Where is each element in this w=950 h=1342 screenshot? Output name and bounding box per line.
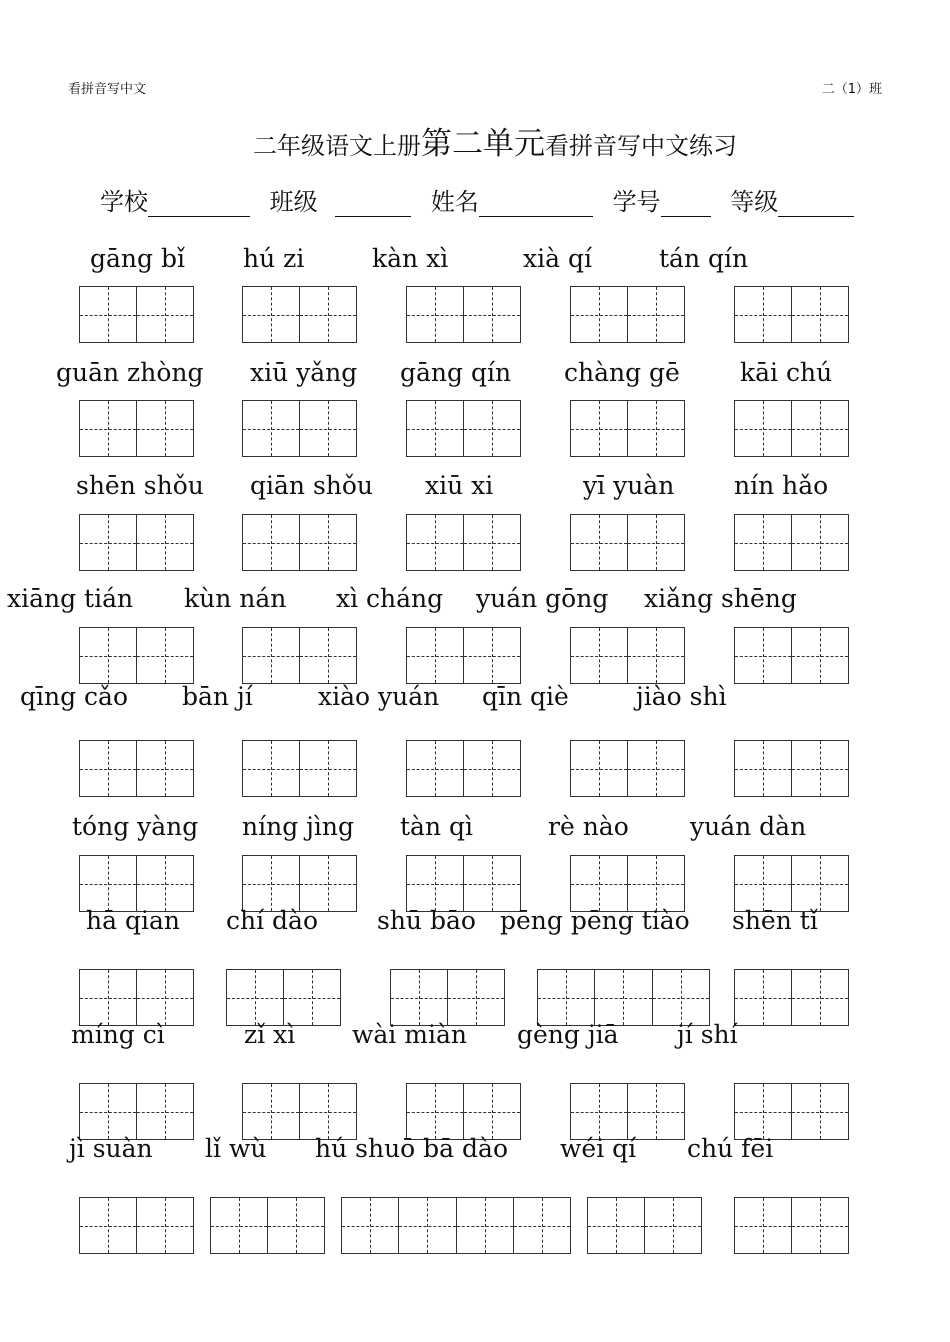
writing-grid[interactable] xyxy=(734,400,849,457)
pinyin-prompt: xiū yǎng xyxy=(250,358,358,387)
pinyin-prompt: xiǎng shēng xyxy=(644,584,797,613)
pinyin-prompt: xiāng tián xyxy=(7,584,134,613)
tianzige-cell[interactable] xyxy=(571,287,628,342)
tianzige-cell[interactable] xyxy=(243,741,300,796)
tianzige-cell[interactable] xyxy=(407,1084,464,1139)
writing-grid[interactable] xyxy=(242,400,357,457)
pinyin-prompt: yī yuàn xyxy=(583,471,675,500)
title-prefix: 二年级语文上册 xyxy=(253,132,421,160)
pinyin-prompt: xiū xi xyxy=(425,471,494,500)
tianzige-cell[interactable] xyxy=(792,628,848,683)
pinyin-prompt: zǐ xì xyxy=(244,1020,296,1049)
tianzige-cell[interactable] xyxy=(792,741,848,796)
writing-grid[interactable] xyxy=(570,286,685,343)
tianzige-cell[interactable] xyxy=(628,515,684,570)
tianzige-cell[interactable] xyxy=(464,401,520,456)
tianzige-cell[interactable] xyxy=(735,401,792,456)
tianzige-cell[interactable] xyxy=(448,970,504,1025)
writing-grid[interactable] xyxy=(79,514,194,571)
tianzige-cell[interactable] xyxy=(588,1198,645,1253)
pinyin-prompt: tóng yàng xyxy=(72,812,199,841)
student-info-line xyxy=(100,182,854,217)
tianzige-cell[interactable] xyxy=(137,856,193,911)
writing-grid[interactable] xyxy=(79,855,194,912)
tianzige-cell[interactable] xyxy=(407,287,464,342)
writing-grid[interactable] xyxy=(734,286,849,343)
tianzige-cell[interactable] xyxy=(80,741,137,796)
writing-grid[interactable] xyxy=(587,1197,702,1254)
tianzige-cell[interactable] xyxy=(628,401,684,456)
title-unit: 第二单元 xyxy=(421,126,545,162)
tianzige-cell[interactable] xyxy=(571,628,628,683)
tianzige-cell[interactable] xyxy=(80,856,137,911)
tianzige-cell[interactable] xyxy=(464,515,520,570)
tianzige-cell[interactable] xyxy=(792,1198,848,1253)
writing-grid[interactable] xyxy=(226,969,341,1026)
school-blank[interactable] xyxy=(148,188,250,217)
tianzige-cell[interactable] xyxy=(735,970,792,1025)
tianzige-cell[interactable] xyxy=(137,741,193,796)
writing-grid[interactable] xyxy=(242,1083,357,1140)
title-suffix: 看拼音写中文练习 xyxy=(545,132,737,160)
tianzige-cell[interactable] xyxy=(243,1084,300,1139)
tianzige-cell[interactable] xyxy=(80,1198,137,1253)
writing-grid[interactable] xyxy=(570,855,685,912)
pinyin-prompt: bān jí xyxy=(182,682,253,711)
tianzige-cell[interactable] xyxy=(80,401,137,456)
tianzige-cell[interactable] xyxy=(464,856,520,911)
student-number-label: 学号 xyxy=(612,188,661,216)
tianzige-cell[interactable] xyxy=(792,970,848,1025)
writing-grid[interactable] xyxy=(79,740,194,797)
writing-grid[interactable] xyxy=(537,969,710,1026)
tianzige-cell[interactable] xyxy=(407,515,464,570)
pinyin-prompt: shēn tǐ xyxy=(732,906,818,935)
tianzige-cell[interactable] xyxy=(300,741,356,796)
pinyin-prompt: qiān shǒu xyxy=(250,471,374,500)
writing-grid[interactable] xyxy=(79,400,194,457)
writing-grid[interactable] xyxy=(210,1197,325,1254)
tianzige-cell[interactable] xyxy=(735,741,792,796)
tianzige-cell[interactable] xyxy=(792,1084,848,1139)
pinyin-prompt: yuán gōng xyxy=(476,584,609,613)
tianzige-cell[interactable] xyxy=(464,741,520,796)
writing-grid[interactable] xyxy=(341,1197,571,1254)
tianzige-cell[interactable] xyxy=(407,628,464,683)
tianzige-cell[interactable] xyxy=(407,856,464,911)
tianzige-cell[interactable] xyxy=(792,401,848,456)
pinyin-prompt: xià qí xyxy=(523,244,592,273)
tianzige-cell[interactable] xyxy=(300,856,356,911)
writing-grid[interactable] xyxy=(406,855,521,912)
writing-grid[interactable] xyxy=(406,627,521,684)
tianzige-cell[interactable] xyxy=(628,628,684,683)
tianzige-cell[interactable] xyxy=(457,1198,514,1253)
pinyin-prompt: tán qín xyxy=(659,244,749,273)
tianzige-cell[interactable] xyxy=(735,1084,792,1139)
pinyin-prompt: wài miàn xyxy=(352,1020,467,1049)
tianzige-cell[interactable] xyxy=(137,1198,193,1253)
pinyin-prompt: hú shuō bā dào xyxy=(315,1134,508,1163)
writing-grid[interactable] xyxy=(79,1197,194,1254)
writing-grid[interactable] xyxy=(79,627,194,684)
tianzige-cell[interactable] xyxy=(571,1084,628,1139)
writing-grid[interactable] xyxy=(406,740,521,797)
tianzige-cell[interactable] xyxy=(243,856,300,911)
header-right: 二（1）班 xyxy=(821,82,882,97)
writing-grid[interactable] xyxy=(734,1197,849,1254)
tianzige-cell[interactable] xyxy=(80,1084,137,1139)
tianzige-cell[interactable] xyxy=(300,1084,356,1139)
tianzige-cell[interactable] xyxy=(735,287,792,342)
writing-grid[interactable] xyxy=(734,969,849,1026)
pinyin-prompt: guān zhòng xyxy=(56,358,204,387)
pinyin-prompt: jiào shì xyxy=(636,682,727,711)
pinyin-prompt: kāi chú xyxy=(740,358,833,387)
writing-grid[interactable] xyxy=(734,855,849,912)
tianzige-cell[interactable] xyxy=(80,628,137,683)
student-number-blank[interactable] xyxy=(661,188,711,217)
writing-grid[interactable] xyxy=(242,855,357,912)
tianzige-cell[interactable] xyxy=(300,401,356,456)
tianzige-cell[interactable] xyxy=(645,1198,701,1253)
tianzige-cell[interactable] xyxy=(211,1198,268,1253)
pinyin-prompt: xì cháng xyxy=(336,584,444,613)
tianzige-cell[interactable] xyxy=(571,401,628,456)
writing-grid[interactable] xyxy=(406,400,521,457)
tianzige-cell[interactable] xyxy=(407,741,464,796)
tianzige-cell[interactable] xyxy=(137,287,193,342)
pinyin-prompt: gāng qín xyxy=(400,358,512,387)
tianzige-cell[interactable] xyxy=(243,628,300,683)
pinyin-prompt: pēng pēng tiào xyxy=(500,906,690,935)
writing-grid[interactable] xyxy=(734,514,849,571)
writing-grid[interactable] xyxy=(406,1083,521,1140)
pinyin-prompt: chú fēi xyxy=(687,1134,774,1163)
tianzige-cell[interactable] xyxy=(792,856,848,911)
tianzige-cell[interactable] xyxy=(628,856,684,911)
writing-grid[interactable] xyxy=(734,627,849,684)
pinyin-prompt: shū bāo xyxy=(377,906,476,935)
tianzige-cell[interactable] xyxy=(735,628,792,683)
writing-grid[interactable] xyxy=(734,740,849,797)
pinyin-prompt: hā qian xyxy=(86,906,180,935)
pinyin-prompt: nín hǎo xyxy=(734,471,829,500)
pinyin-prompt: kàn xì xyxy=(372,244,449,273)
name-blank[interactable] xyxy=(479,188,593,217)
tianzige-cell[interactable] xyxy=(514,1198,570,1253)
writing-grid[interactable] xyxy=(242,286,357,343)
pinyin-prompt: míng cì xyxy=(71,1020,165,1049)
tianzige-cell[interactable] xyxy=(284,970,340,1025)
tianzige-cell[interactable] xyxy=(792,515,848,570)
tianzige-cell[interactable] xyxy=(735,1198,792,1253)
grade-blank[interactable] xyxy=(778,188,854,217)
pinyin-prompt: níng jìng xyxy=(242,812,354,841)
pinyin-prompt: wéi qí xyxy=(560,1134,637,1163)
writing-grid[interactable] xyxy=(79,1083,194,1140)
pinyin-prompt: yuán dàn xyxy=(690,812,807,841)
grade-label: 等级 xyxy=(730,188,779,216)
tianzige-cell[interactable] xyxy=(571,856,628,911)
writing-grid[interactable] xyxy=(242,740,357,797)
name-label: 姓名 xyxy=(430,188,479,216)
tianzige-cell[interactable] xyxy=(595,970,652,1025)
tianzige-cell[interactable] xyxy=(243,515,300,570)
pinyin-prompt: chí dào xyxy=(226,906,319,935)
tianzige-cell[interactable] xyxy=(137,628,193,683)
pinyin-prompt: chàng gē xyxy=(564,358,680,387)
pinyin-prompt: gèng jiā xyxy=(517,1020,619,1049)
tianzige-cell[interactable] xyxy=(407,401,464,456)
tianzige-cell[interactable] xyxy=(628,287,684,342)
pinyin-prompt: jì suàn xyxy=(69,1134,153,1163)
tianzige-cell[interactable] xyxy=(137,970,193,1025)
tianzige-cell[interactable] xyxy=(227,970,284,1025)
pinyin-prompt: xiào yuán xyxy=(318,682,440,711)
tianzige-cell[interactable] xyxy=(628,1084,684,1139)
tianzige-cell[interactable] xyxy=(399,1198,456,1253)
tianzige-cell[interactable] xyxy=(300,287,356,342)
class-label: 班级 xyxy=(269,188,318,216)
pinyin-prompt: lǐ wù xyxy=(205,1134,267,1163)
pinyin-prompt: qīng cǎo xyxy=(20,682,129,711)
tianzige-cell[interactable] xyxy=(243,401,300,456)
tianzige-cell[interactable] xyxy=(391,970,448,1025)
writing-grid[interactable] xyxy=(390,969,505,1026)
tianzige-cell[interactable] xyxy=(300,628,356,683)
tianzige-cell[interactable] xyxy=(628,741,684,796)
writing-grid[interactable] xyxy=(406,514,521,571)
pinyin-prompt: jí shí xyxy=(677,1020,738,1049)
tianzige-cell[interactable] xyxy=(735,515,792,570)
pinyin-prompt: tàn qì xyxy=(400,812,473,841)
writing-grid[interactable] xyxy=(242,514,357,571)
tianzige-cell[interactable] xyxy=(735,856,792,911)
tianzige-cell[interactable] xyxy=(464,287,520,342)
tianzige-cell[interactable] xyxy=(571,515,628,570)
writing-grid[interactable] xyxy=(79,286,194,343)
school-label: 学校 xyxy=(100,188,148,216)
tianzige-cell[interactable] xyxy=(80,970,137,1025)
tianzige-cell[interactable] xyxy=(792,287,848,342)
tianzige-cell[interactable] xyxy=(571,741,628,796)
tianzige-cell[interactable] xyxy=(538,970,595,1025)
writing-grid[interactable] xyxy=(734,1083,849,1140)
writing-grid[interactable] xyxy=(406,286,521,343)
writing-grid[interactable] xyxy=(570,627,685,684)
tianzige-cell[interactable] xyxy=(653,970,709,1025)
tianzige-cell[interactable] xyxy=(137,1084,193,1139)
tianzige-cell[interactable] xyxy=(243,287,300,342)
tianzige-cell[interactable] xyxy=(137,401,193,456)
tianzige-cell[interactable] xyxy=(464,628,520,683)
writing-grid[interactable] xyxy=(570,1083,685,1140)
pinyin-prompt: gāng bǐ xyxy=(90,244,185,273)
tianzige-cell[interactable] xyxy=(300,515,356,570)
writing-grid[interactable] xyxy=(570,400,685,457)
pinyin-prompt: qīn qiè xyxy=(482,682,569,711)
tianzige-cell[interactable] xyxy=(137,515,193,570)
tianzige-cell[interactable] xyxy=(80,287,137,342)
tianzige-cell[interactable] xyxy=(80,515,137,570)
pinyin-prompt: shēn shǒu xyxy=(76,471,204,500)
page-title xyxy=(0,118,950,163)
tianzige-cell[interactable] xyxy=(342,1198,399,1253)
header-left: 看拼音写中文 xyxy=(68,82,147,97)
tianzige-cell[interactable] xyxy=(464,1084,520,1139)
class-blank[interactable] xyxy=(335,188,411,217)
pinyin-prompt: hú zi xyxy=(243,244,305,273)
writing-grid[interactable] xyxy=(570,740,685,797)
writing-grid[interactable] xyxy=(79,969,194,1026)
pinyin-prompt: rè nào xyxy=(548,812,629,841)
writing-grid[interactable] xyxy=(242,627,357,684)
tianzige-cell[interactable] xyxy=(268,1198,324,1253)
writing-grid[interactable] xyxy=(570,514,685,571)
pinyin-prompt: kùn nán xyxy=(184,584,287,613)
